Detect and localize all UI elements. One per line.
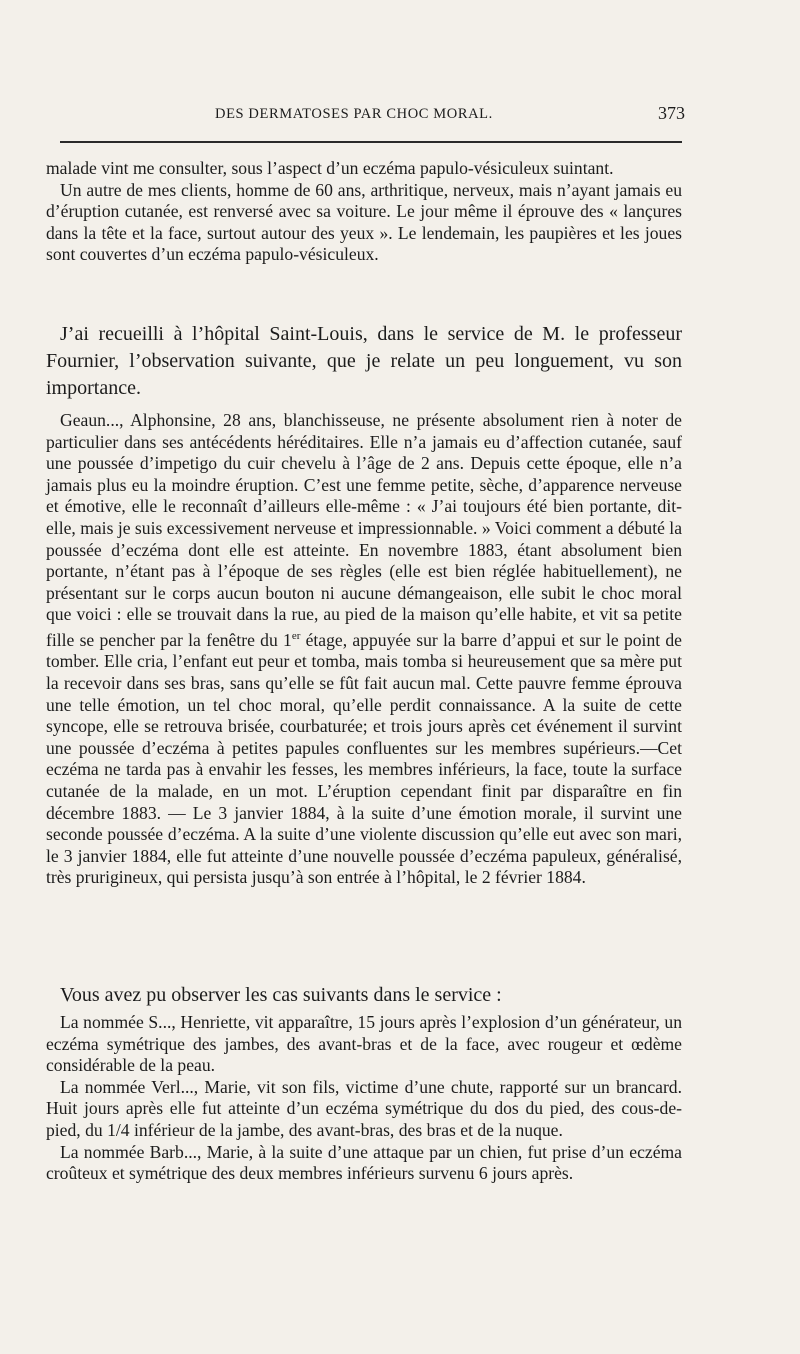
paragraph-observation-geaun xyxy=(46,410,682,889)
header-rule xyxy=(60,141,682,143)
paragraph-continuation: malade vint me consulter, sous l’aspect d’un eczéma papulo-vésiculeux suintant. xyxy=(46,158,614,178)
ordinal-superscript: er xyxy=(291,629,301,642)
paragraph-case-henriette: La nommée S..., Henriette, vit apparaître, 15 jours après l’explosion d’un générateur, un eczéma symétrique des jambes, des avant-bras et de la face, avec rougeur et œdème considérable de la peau. xyxy=(46,1012,682,1076)
observation-text-end: étage, appuyée sur la barre d’appui et sur le point de tomber. Elle cria, l’enfant eut peur et tomba, mais tomba si heureusement que sa mère put la recevoir dans ses bras, sans qu’elle se fût fait aucun mal. Cette pauvre femme éprouva une telle émotion, un tel choc moral, qu’elle perdit connaissance. A la suite de cette syncope, elle se retrouva brisée, courbaturée; et trois jours après cet événement il survint une poussée d’eczéma à petites papules confluentes sur les membres supérieurs.—Cet eczéma ne tarda pas à envahir les fesses, les membres inférieurs, la face, toute la surface cutanée de la malade, en un mot. L’éruption cependant finit par disparaître en fin décembre 1883. — Le 3 janvier 1884, à la suite d’une émotion morale, il survint une seconde poussée d’eczéma. A la suite d’une violente discussion qu’elle eut avec son mari, le 3 janvier 1884, elle fut atteinte d’une nouvelle poussée d’eczéma papuleux, généralisé, très prurigineux, qui persista jusqu’à son entrée à l’hôpital, le 2 février 1884. xyxy=(46,629,682,888)
intro-observation-section xyxy=(46,321,682,402)
observation-section xyxy=(46,410,682,889)
cases-intro-section xyxy=(46,982,682,1009)
running-header xyxy=(215,103,685,130)
paragraph-second-client: Un autre de mes clients, homme de 60 ans, arthritique, nerveux, mais n’ayant jamais eu d’éruption cutanée, est renversé avec sa voiture. Le jour même il éprouve des « lançures dans la tête et la face, surtout autour des yeux ». Le lendemain, les paupières et les joues sont couvertes d’un eczéma papulo-vésiculeux. xyxy=(46,179,682,265)
running-title: DES DERMATOSES PAR CHOC MORAL. xyxy=(215,106,493,122)
paragraph-case-barb: La nommée Barb..., Marie, à la suite d’une attaque par un chien, fut prise d’un eczéma croûteux et symétrique des deux membres inférieurs survenu 6 jours après. xyxy=(46,1141,682,1184)
observation-text-start: Geaun..., Alphonsine, 28 ans, blanchisseuse, ne présente absolument rien à noter de particulier dans ses antécédents héréditaires. Elle n’a jamais eu d’affection cutanée, sauf une poussée d’impetigo du cuir chevelu à l’âge de 2 ans. Depuis cette époque, elle n’a jamais plus eu la moindre éruption. C’est une femme petite, sèche, d’apparence nerveuse et émotive, elle le reconnaît d’ailleurs elle-même : « J’ai toujours été bien portante, dit-elle, mais je suis excessivement nerveuse et impressionnable. » Voici comment a débuté la poussée d’eczéma dont elle est atteinte. En novembre 1883, étant absolument bien portante, n’étant pas à l’époque de ses règles (elle est bien réglée habituellement), ne présentant sur le corps aucun bouton ni aucune démangeaison, elle subit le choc moral que voici : elle se trouvait dans la rue, au pied de la maison qu’elle habite, et vit sa petite fille se pencher par la fenêtre du 1 xyxy=(46,410,682,650)
page-number: 373 xyxy=(658,103,685,123)
paragraph-case-verl: La nommée Verl..., Marie, vit son fils, victime d’une chute, rapporté sur un brancard. Huit jours après elle fut atteinte d’un eczéma symétrique du dos du pied, des cous-de-pied, du 1/4 inférieur de la jambe, des avant-bras, des bras et de la nuque. xyxy=(46,1076,682,1140)
opening-section xyxy=(46,158,682,266)
paragraph-saint-louis: J’ai recueilli à l’hôpital Saint-Louis, dans le service de M. le professeur Fournier, l’observation suivante, que je relate un peu longuement, vu son importance. xyxy=(46,323,682,399)
paragraph-cases-intro: Vous avez pu observer les cas suivants dans le service : xyxy=(60,984,502,1006)
cases-section xyxy=(46,1012,682,1185)
